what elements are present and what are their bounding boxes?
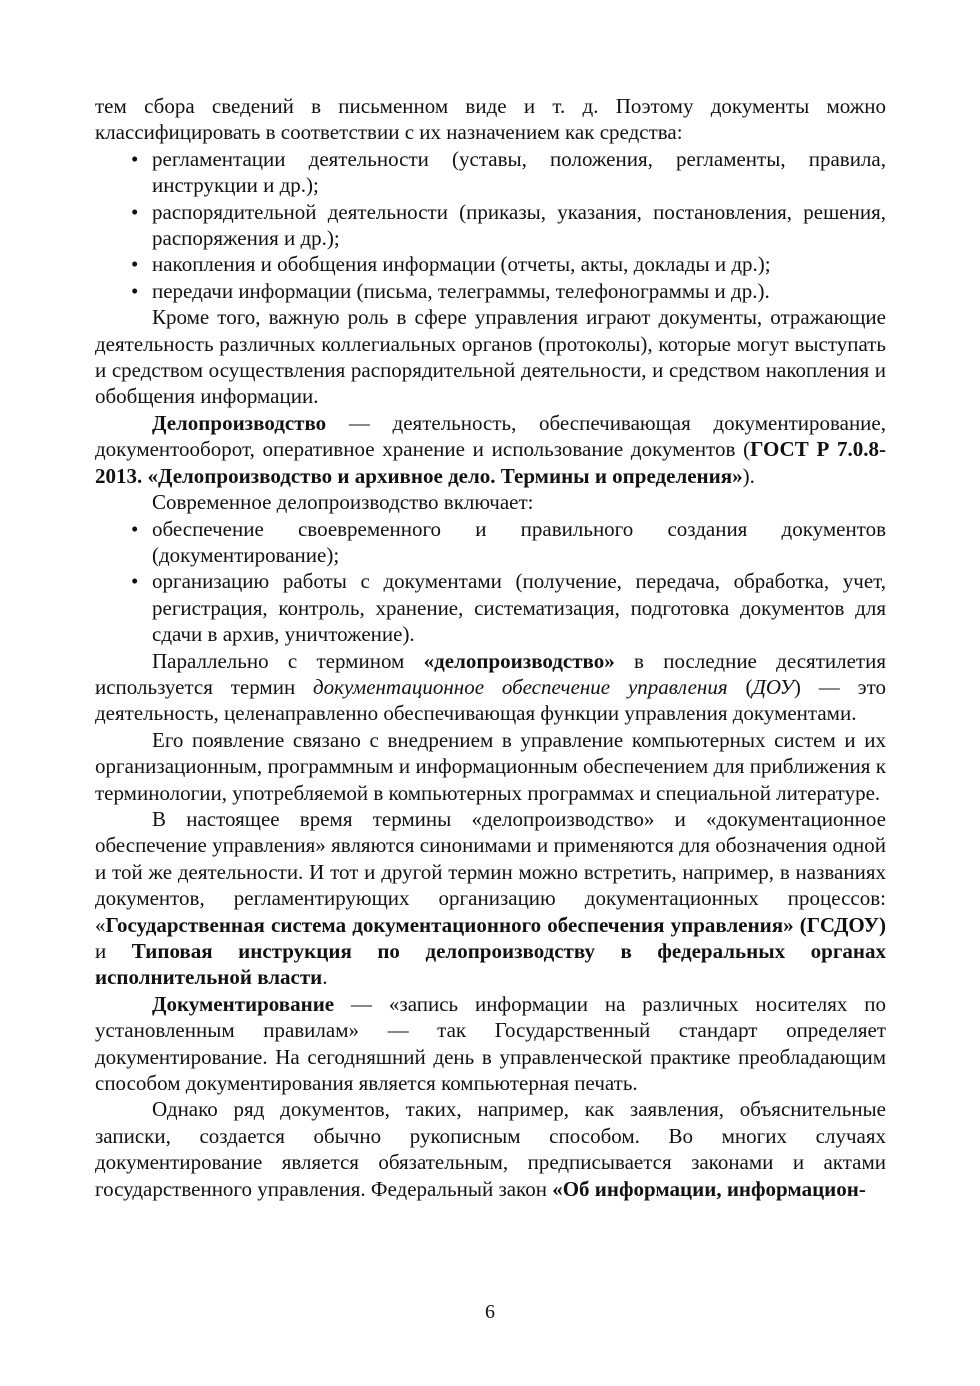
instruction-reference: Типовая инструкция по делопроизводству в федеральных органах исполнительной власти: [95, 939, 886, 990]
bullet-icon: •: [131, 278, 139, 303]
law-reference: «Об информации, информацион-: [552, 1176, 866, 1201]
list-item: • распорядительной деятельности (приказы, указания, постановления, решения, распоряжения и др.);: [131, 199, 886, 251]
paragraph-definition-documenting: Документирование — «запись информации на различных носителях по установленным правилам» — так Государственный стандарт определяет документирование. На сегодняшний день в управленческой практике преобладающим способом документирования является компьютерная печать.: [95, 991, 886, 1096]
paragraph-modern-delo: Современное делопроизводство включает:: [152, 490, 534, 515]
paragraph-handwritten: Однако ряд документов, таких, например, как заявления, объяснительные записки, создается обычно рукописным способом. Во многих случаях документирование является обязательным, предписывается законами и актами государственного управления. Федеральный закон «Об информации, информацион-: [95, 1097, 886, 1201]
bullet-icon: •: [131, 146, 139, 171]
paragraph-collegial-documents: Кроме того, важную роль в сфере управления играют документы, отражающие деятельность различных коллегиальных органов (протоколы), которые могут выступать и средством осуществления распорядительной деятельности, и средством накопления и обобщения информации.: [95, 305, 886, 409]
term-dou: документационное обеспечение управления: [313, 674, 728, 699]
list-item: • регламентации деятельности (уставы, положения, регламенты, правила, инструкции и др.);: [131, 146, 886, 198]
list-item: • накопления и обобщения информации (отчеты, акты, доклады и др.);: [131, 252, 771, 277]
paragraph-definition-delo: Делопроизводство — деятельность, обеспечивающая документирование, документооборот, оперативное хранение и использование документов (ГОСТ Р 7.0.8-2013. «Делопроизводство и архивное дело. Термины и определения»).: [95, 410, 886, 488]
bullet-list-document-purposes: [95, 146, 886, 304]
bullet-icon: •: [131, 569, 139, 594]
gost-reference: ГОСТ Р 7.0.8-2013. «Делопроизводство и архивное дело. Термины и определения»: [95, 437, 886, 488]
paragraph-dou-term: Параллельно с термином «делопроизводство» в последние десятилетия используется термин документационное обеспечение управления (ДОУ) — это деятельность, целенаправленно обеспечивающая функции управления документами.: [95, 648, 886, 726]
term-delo-quoted: «делопроизводство»: [423, 648, 615, 673]
paragraph-dou-origin: Его появление связано с внедрением в управление компьютерных систем и их организационным, программным и информационным обеспечением для приближения к терминологии, употребляемой в компьютерных программах и специальной литературе.: [95, 727, 886, 805]
bullet-icon: •: [131, 516, 139, 541]
list-item: • обеспечение своевременного и правильного создания документов (документирование);: [131, 516, 886, 567]
term-delo: Делопроизводство: [152, 410, 327, 435]
paragraph-synonyms: В настоящее время термины «делопроизводство» и «документационное обеспечение управления» являются синонимами и применяются для обозначения одной и той же деятельности. И тот и другой термин можно встретить, например, в названиях документов, регламентирующих организацию документационных процессов: «Государственная система документационного обеспечения управления» (ГСДОУ) и Типовая инструкция по делопроизводству в федеральных органах исполнительной власти.: [95, 806, 886, 990]
bullet-icon: •: [131, 252, 139, 277]
bullet-list-delo-includes: [95, 516, 886, 648]
list-item: • передачи информации (письма, телеграммы, телефонограммы и др.).: [131, 278, 770, 303]
term-documenting: Документирование: [152, 991, 335, 1016]
page-number: 6: [485, 1301, 495, 1323]
gsdou-reference: Государственная система документационного обеспечения управления» (ГСДОУ): [105, 912, 886, 937]
abbr-dou: ДОУ: [752, 674, 794, 699]
page-content: [95, 93, 886, 1202]
bullet-icon: •: [131, 199, 139, 224]
list-item: • организацию работы с документами (получение, передача, обработка, учет, регистрация, контроль, хранение, систематизация, подготовка документов для сдачи в архив, уничтожение).: [131, 569, 886, 647]
paragraph-continuation: тем сбора сведений в письменном виде и т. д. Поэтому документы можно классифицировать в соответствии с их назначением как средства:: [95, 94, 886, 145]
